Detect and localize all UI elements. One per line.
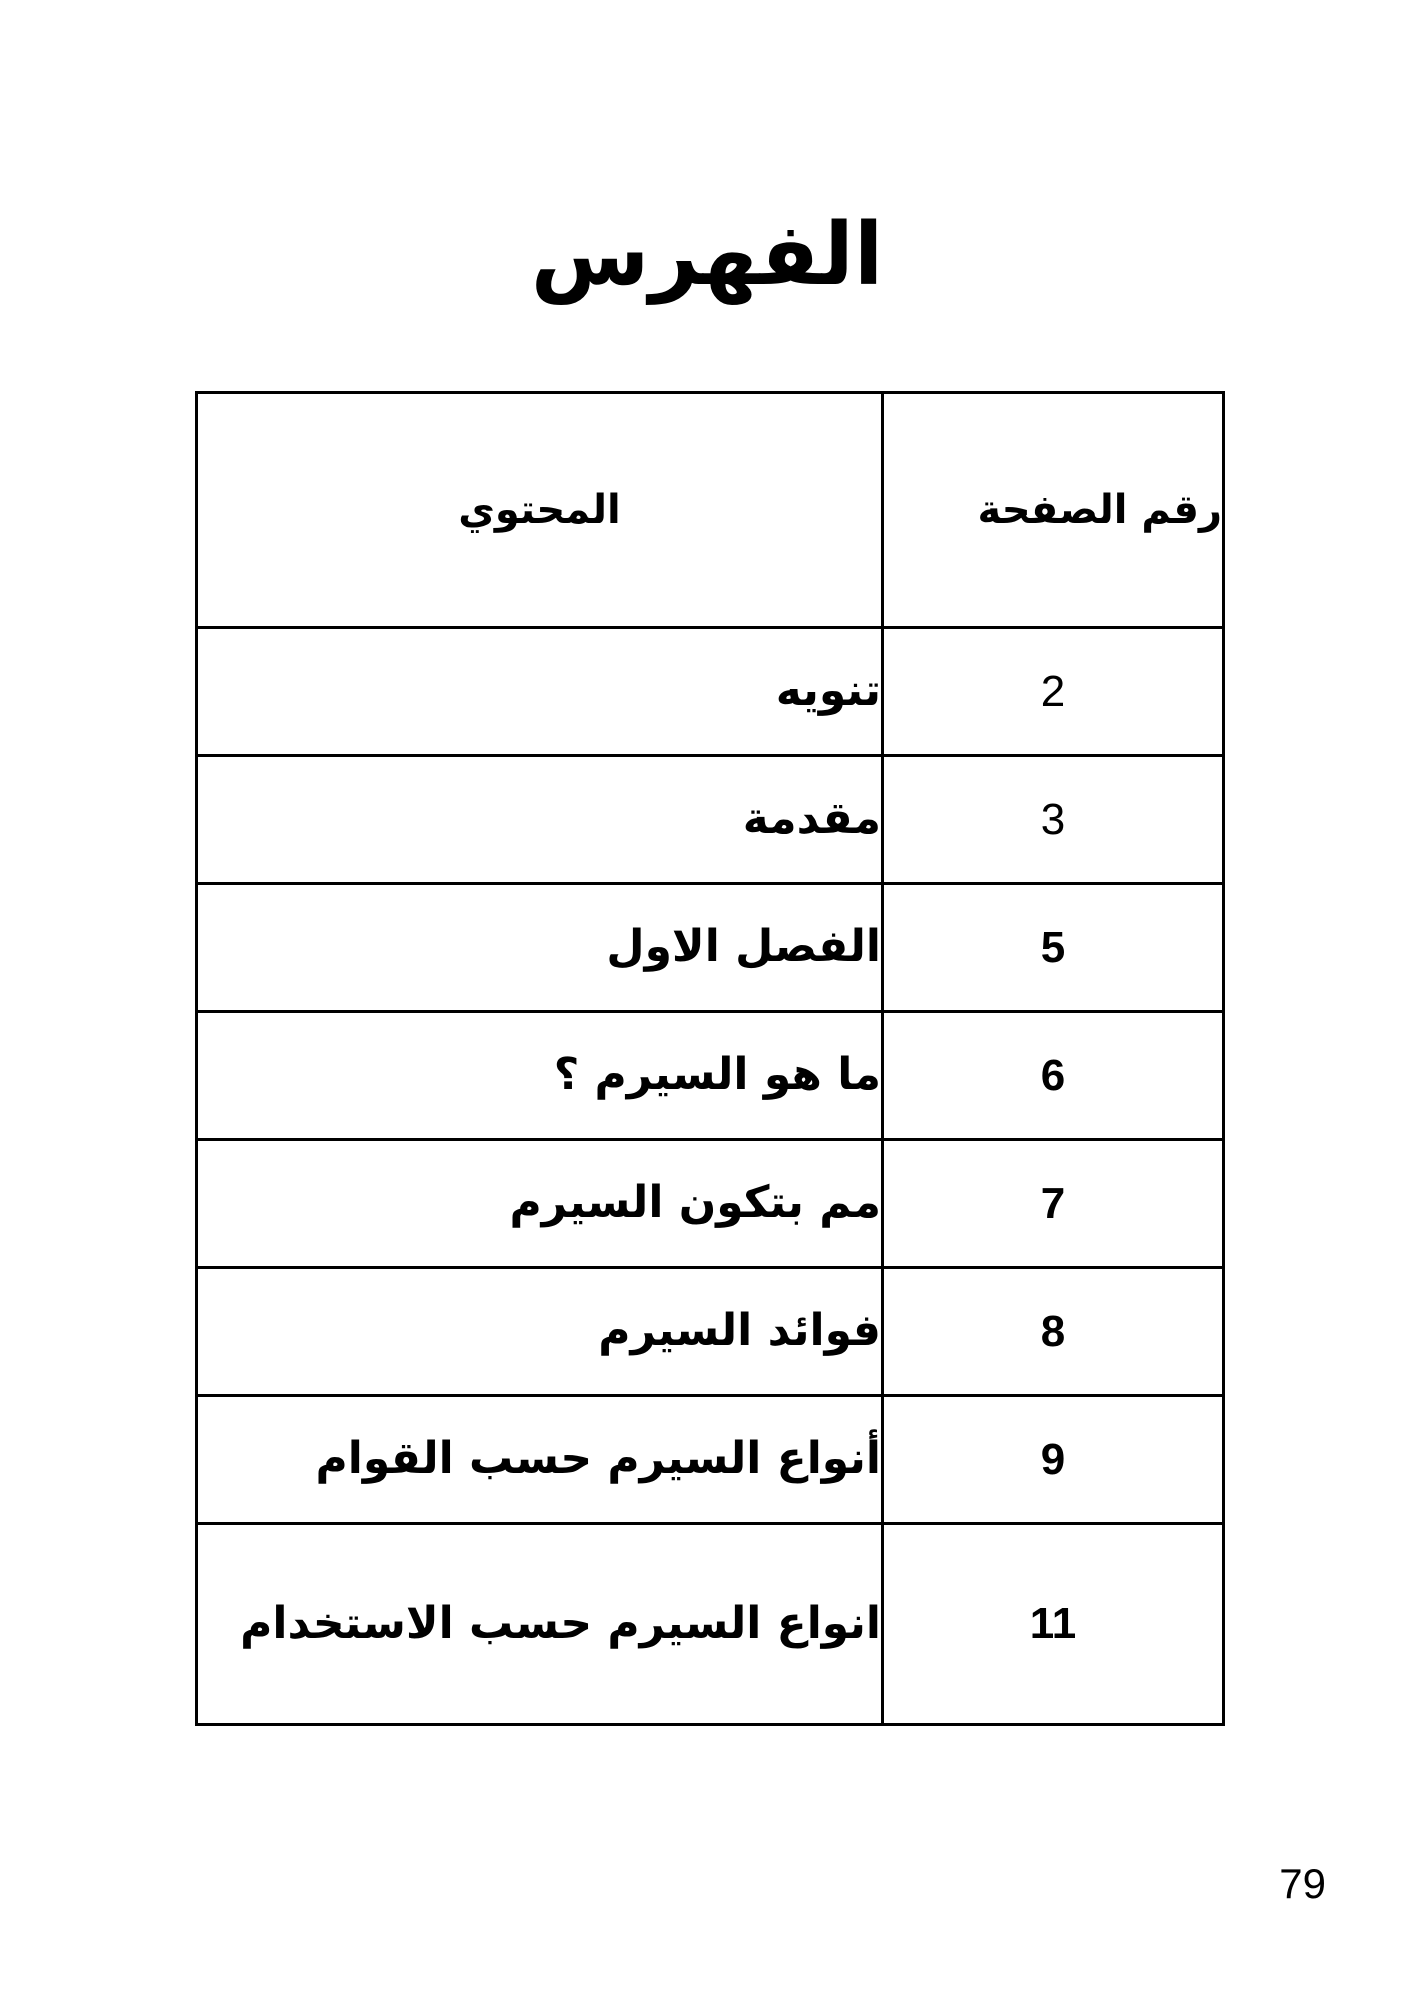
table-row	[197, 1268, 1224, 1396]
table-row	[197, 628, 1224, 756]
table-row	[197, 884, 1224, 1012]
table-header-row	[197, 393, 1224, 628]
content-cell: مم بتكون السيرم	[197, 1140, 883, 1268]
footer-page-number: 79	[1279, 1860, 1326, 1907]
header-content: المحتوي	[197, 393, 883, 628]
table-row	[197, 1012, 1224, 1140]
page-number-cell: 7	[883, 1140, 1224, 1268]
header-page-number: رقم الصفحة	[883, 393, 1224, 628]
content-cell: ما هو السيرم ؟	[197, 1012, 883, 1140]
table-of-contents	[195, 391, 1225, 1726]
content-cell: أنواع السيرم حسب القوام	[197, 1396, 883, 1524]
page-number-cell: 11	[883, 1524, 1224, 1725]
page-title: الفهرس	[530, 205, 884, 305]
page-number-cell: 8	[883, 1268, 1224, 1396]
page-number-cell: 6	[883, 1012, 1224, 1140]
content-cell: مقدمة	[197, 756, 883, 884]
page-number-cell: 9	[883, 1396, 1224, 1524]
table-row	[197, 1396, 1224, 1524]
table-row	[197, 1524, 1224, 1725]
content-cell: انواع السيرم حسب الاستخدام	[197, 1524, 883, 1725]
page-number-cell: 5	[883, 884, 1224, 1012]
content-cell: الفصل الاول	[197, 884, 883, 1012]
content-cell: فوائد السيرم	[197, 1268, 883, 1396]
table-row	[197, 1140, 1224, 1268]
table-row	[197, 756, 1224, 884]
content-cell: تنويه	[197, 628, 883, 756]
page-number-cell: 3	[883, 756, 1224, 884]
page-number-cell: 2	[883, 628, 1224, 756]
